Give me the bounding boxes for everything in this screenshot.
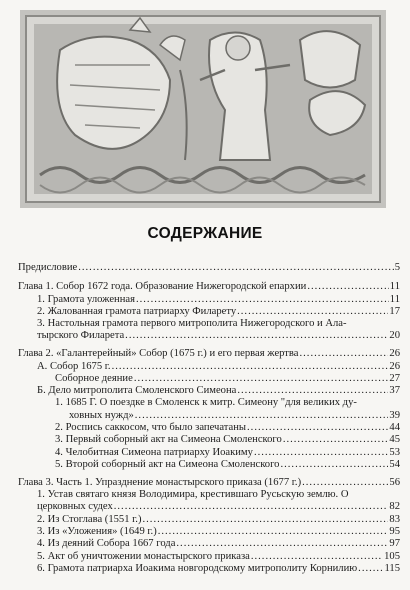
table-of-contents (18, 262, 400, 575)
toc-entry: церковных судех ..... 82 (18, 501, 400, 513)
toc-entry: 2. Из Стоглава (1551 г.) ..... 83 (18, 514, 400, 526)
toc-entry-text: 1. 1685 Г. О поездке в Смоленск к митр. Симеону "для великих ду- (55, 397, 357, 409)
page-title: СОДЕРЖАНИЕ (147, 225, 263, 242)
toc-entry: А. Собор 1675 г. ..... 26 (18, 361, 400, 373)
toc-entry: тырского Филарета ..... 20 (18, 330, 400, 342)
toc-entry: ховных нужд» ..... 39 (18, 410, 400, 422)
toc-entry: Б. Дело митрополита Смоленского Симеона ..... 37 (18, 385, 400, 397)
toc-entry: 6. Грамота патриарха Иоакима новгородскому митрополиту Корнилию ..... 115 (18, 563, 400, 575)
toc-chapter-3: Глава 3. Часть 1. Упразднение монастырского приказа (1677 г.) ..... 56 (18, 477, 400, 489)
toc-entry: 5. Акт об уничтожении монастырского приказа ..... 105 (18, 551, 400, 563)
toc-entry-preface: Предисловие ..... 5 (18, 262, 400, 274)
stone-relief-illustration (20, 10, 386, 208)
toc-entry-text: 3. Настольная грамота первого митрополита Нижегородского и Ала- (37, 318, 347, 330)
toc-entry: 4. Челобитная Симеона патриарху Иоакиму ..... 53 (18, 447, 400, 459)
toc-entry: 3. Первый соборный акт на Симеона Смоленского ..... 45 (18, 434, 400, 446)
toc-chapter-2: Глава 2. «Галантерейный» Собор (1675 г.) и его первая жертва ..... 26 (18, 348, 400, 360)
toc-entry: 3. Из «Уложения» (1649 г.) ..... 95 (18, 526, 400, 538)
toc-entry: 1. Грамота уложенная ..... 11 (18, 294, 400, 306)
toc-chapter-1: Глава 1. Собор 1672 года. Образование Нижегородской епархии ..... 11 (18, 281, 400, 293)
toc-entry-text: 1. Устав святаго князя Володимира, крестившаго Русьскую землю. О (37, 489, 349, 501)
toc-entry: 2. Роспись саккосом, что было запечатаны ..... 44 (18, 422, 400, 434)
toc-entry: Соборное деяние ..... 27 (18, 373, 400, 385)
toc-entry: 4. Из деяний Собора 1667 года ..... 97 (18, 538, 400, 550)
toc-entry: 2. Жалованная грамота патриарху Филарету ..... 17 (18, 306, 400, 318)
toc-entry: 5. Второй соборный акт на Симеона Смоленского ..... 54 (18, 459, 400, 471)
